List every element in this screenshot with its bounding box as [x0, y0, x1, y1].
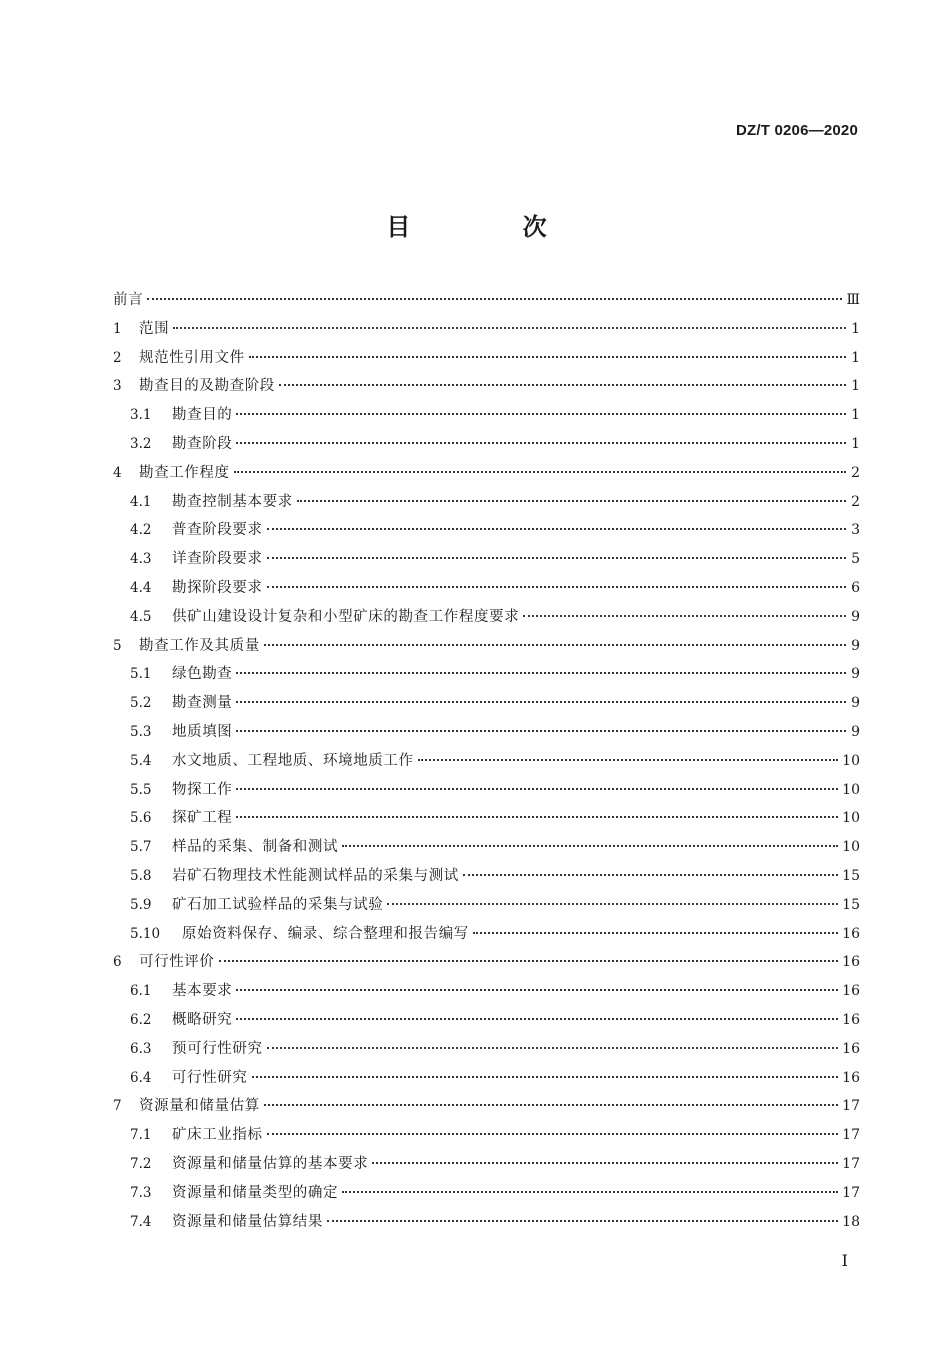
toc-entry[interactable]	[113, 545, 860, 574]
dot-leader	[267, 1047, 839, 1049]
toc-entry-label: 水文地质、工程地质、环境地质工作	[172, 752, 414, 769]
toc-entry-page: 2	[851, 493, 860, 510]
toc-entry[interactable]	[113, 401, 860, 430]
dot-leader	[236, 1018, 838, 1020]
dot-leader	[236, 413, 846, 415]
toc-entry-number: 5.6	[130, 810, 152, 827]
toc-entry[interactable]	[113, 632, 860, 661]
toc-entry-label: 资源量和储量类型的确定	[172, 1184, 339, 1201]
toc-entry-label: 普查阶段要求	[172, 522, 263, 539]
toc-entry-number: 4.4	[130, 579, 152, 596]
toc-entry-number: 1	[113, 320, 122, 337]
toc-entry-page: 16	[842, 983, 860, 1000]
toc-entry-label: 详查阶段要求	[172, 551, 263, 568]
toc-entry-label: 规范性引用文件	[139, 349, 245, 366]
toc-entry-number: 5.5	[130, 781, 152, 798]
toc-entry-page: 6	[851, 579, 860, 596]
toc-entry-number: 4.1	[130, 493, 152, 510]
toc-entry[interactable]	[113, 459, 860, 488]
toc-entry[interactable]	[113, 1006, 860, 1035]
toc-entry[interactable]	[113, 920, 860, 949]
toc-entry-label: 前言	[113, 292, 144, 308]
toc-entry-label: 勘查测量	[172, 695, 233, 712]
toc-entry[interactable]	[113, 747, 860, 776]
dot-leader	[264, 1104, 838, 1106]
toc-entry-label: 预可行性研究	[172, 1040, 263, 1057]
toc-entry[interactable]	[113, 804, 860, 833]
toc-entry-label: 基本要求	[172, 983, 233, 1000]
dot-leader	[236, 989, 838, 991]
toc-entry-label: 矿床工业指标	[172, 1127, 263, 1144]
toc-entry-label: 可行性研究	[172, 1069, 248, 1086]
toc-entry-label: 概略研究	[172, 1011, 233, 1028]
toc-entry-number: 5.7	[130, 839, 152, 856]
dot-leader	[173, 327, 846, 329]
dot-leader	[473, 932, 838, 934]
toc-entry-number: 2	[113, 349, 122, 366]
toc-entry-page: 10	[842, 752, 860, 769]
dot-leader	[463, 874, 838, 876]
toc-entry[interactable]	[113, 948, 860, 977]
toc-entry-label: 探矿工程	[172, 810, 233, 827]
toc-entry-label: 勘查目的及勘查阶段	[139, 378, 275, 395]
toc-entry-label: 资源量和储量估算的基本要求	[172, 1155, 369, 1172]
dot-leader	[279, 384, 846, 386]
toc-entry-page: 5	[851, 551, 860, 568]
toc-entry[interactable]	[113, 344, 860, 373]
toc-entry-page: 15	[842, 867, 860, 884]
toc-entry-number: 7	[113, 1098, 122, 1115]
toc-entry-page: 1	[851, 378, 860, 395]
toc-entry-number: 4.2	[130, 522, 152, 539]
dot-leader	[264, 644, 846, 646]
toc-entry-label: 地质填图	[172, 723, 233, 740]
dot-leader	[267, 557, 846, 559]
toc-entry-number: 4	[113, 464, 122, 481]
toc-entry-label: 原始资料保存、编录、综合整理和报告编写	[182, 925, 469, 942]
table-of-contents	[113, 286, 860, 1236]
toc-entry[interactable]	[113, 1150, 860, 1179]
footer-page-number: I	[841, 1251, 848, 1270]
dot-leader	[327, 1220, 838, 1222]
toc-entry-page: 16	[842, 925, 860, 942]
toc-entry[interactable]	[113, 574, 860, 603]
dot-leader	[219, 960, 839, 962]
toc-entry-number: 3.1	[130, 407, 152, 424]
toc-entry[interactable]	[113, 1208, 860, 1237]
toc-entry-number: 4.5	[130, 608, 152, 625]
dot-leader	[267, 528, 846, 530]
dot-leader	[236, 816, 838, 818]
toc-entry-number: 6.3	[130, 1040, 152, 1057]
toc-entry[interactable]	[113, 718, 860, 747]
toc-entry[interactable]	[113, 488, 860, 517]
dot-leader	[387, 903, 838, 905]
toc-entry-number: 6.1	[130, 983, 152, 1000]
toc-entry-label: 绿色勘查	[172, 666, 233, 683]
toc-entry-page: 10	[842, 839, 860, 856]
dot-leader	[267, 1133, 839, 1135]
toc-entry[interactable]	[113, 1035, 860, 1064]
toc-entry-page: 1	[851, 349, 860, 366]
toc-entry-label: 勘查目的	[172, 407, 233, 424]
toc-entry[interactable]	[113, 1121, 860, 1150]
toc-entry-label: 供矿山建设设计复杂和小型矿床的勘查工作程度要求	[172, 608, 520, 625]
toc-entry-label: 资源量和储量估算	[139, 1098, 260, 1115]
dot-leader	[523, 615, 846, 617]
toc-entry-number: 7.2	[130, 1155, 152, 1172]
toc-entry-page: 17	[842, 1184, 860, 1201]
toc-entry[interactable]	[113, 977, 860, 1006]
toc-entry-label: 勘探阶段要求	[172, 579, 263, 596]
dot-leader	[342, 845, 838, 847]
toc-entry-label: 物探工作	[172, 781, 233, 798]
toc-entry[interactable]	[113, 862, 860, 891]
toc-entry[interactable]	[113, 430, 860, 459]
toc-entry-page: 9	[851, 637, 860, 654]
page-title: 目 次	[386, 213, 599, 241]
toc-entry[interactable]	[113, 1092, 860, 1121]
toc-entry[interactable]	[113, 516, 860, 545]
toc-entry-label: 范围	[139, 320, 170, 337]
toc-entry-page: 2	[851, 464, 860, 481]
toc-entry-page: 10	[842, 810, 860, 827]
toc-entry[interactable]	[113, 372, 860, 401]
toc-entry-label: 勘查阶段	[172, 435, 233, 452]
toc-entry[interactable]	[113, 891, 860, 920]
toc-entry-page: 16	[842, 1040, 860, 1057]
toc-entry-page: 16	[842, 1011, 860, 1028]
toc-entry-page: 9	[851, 666, 860, 683]
toc-entry-page: 16	[842, 954, 860, 971]
toc-entry[interactable]	[113, 776, 860, 805]
toc-entry-number: 3	[113, 378, 122, 395]
toc-entry[interactable]	[113, 603, 860, 632]
toc-entry-page: 15	[842, 896, 860, 913]
toc-entry-number: 4.3	[130, 551, 152, 568]
dot-leader	[236, 672, 846, 674]
toc-entry-number: 5.1	[130, 666, 152, 683]
toc-entry-number: 6.2	[130, 1011, 152, 1028]
toc-entry[interactable]	[113, 315, 860, 344]
toc-entry-page: Ⅲ	[846, 292, 860, 308]
toc-entry-page: 16	[842, 1069, 860, 1086]
dot-leader	[252, 1076, 839, 1078]
toc-entry-number: 5.10	[130, 925, 161, 942]
toc-entry-label: 资源量和储量估算结果	[172, 1213, 323, 1230]
dot-leader	[372, 1162, 838, 1164]
toc-entry[interactable]	[113, 286, 860, 315]
toc-entry-number: 7.1	[130, 1127, 152, 1144]
toc-entry-label: 样品的采集、制备和测试	[172, 839, 339, 856]
toc-entry-number: 5.3	[130, 723, 152, 740]
toc-entry-page: 10	[842, 781, 860, 798]
toc-entry-page: 9	[851, 723, 860, 740]
toc-entry[interactable]	[113, 833, 860, 862]
toc-entry[interactable]	[113, 1064, 860, 1093]
toc-entry-page: 1	[851, 407, 860, 424]
toc-entry-page: 18	[842, 1213, 860, 1230]
toc-entry-label: 矿石加工试验样品的采集与试验	[172, 896, 384, 913]
toc-entry-label: 勘查工作及其质量	[139, 637, 260, 654]
toc-entry-label: 可行性评价	[139, 954, 215, 971]
toc-entry-number: 5	[113, 637, 122, 654]
dot-leader	[147, 298, 842, 300]
toc-entry[interactable]	[113, 689, 860, 718]
toc-entry-page: 9	[851, 695, 860, 712]
dot-leader	[342, 1191, 838, 1193]
toc-entry-label: 岩矿石物理技术性能测试样品的采集与测试	[172, 867, 459, 884]
toc-entry[interactable]	[113, 1179, 860, 1208]
toc-entry-label: 勘查工作程度	[139, 464, 230, 481]
dot-leader	[234, 471, 846, 473]
toc-entry-number: 6	[113, 954, 122, 971]
toc-entry-number: 5.4	[130, 752, 152, 769]
toc-entry-label: 勘查控制基本要求	[172, 493, 293, 510]
toc-entry-page: 17	[842, 1155, 860, 1172]
standard-code: DZ/T 0206—2020	[735, 122, 858, 139]
toc-entry-number: 5.2	[130, 695, 152, 712]
toc-entry-page: 17	[842, 1098, 860, 1115]
toc-entry-page: 1	[851, 320, 860, 337]
dot-leader	[267, 586, 846, 588]
toc-entry-page: 17	[842, 1127, 860, 1144]
toc-entry-number: 6.4	[130, 1069, 152, 1086]
dot-leader	[236, 442, 846, 444]
toc-entry-number: 7.3	[130, 1184, 152, 1201]
toc-entry-page: 1	[851, 435, 860, 452]
toc-entry-number: 7.4	[130, 1213, 152, 1230]
dot-leader	[236, 701, 846, 703]
dot-leader	[249, 356, 846, 358]
dot-leader	[236, 730, 846, 732]
toc-entry-number: 5.8	[130, 867, 152, 884]
toc-entry-page: 9	[851, 608, 860, 625]
toc-entry[interactable]	[113, 660, 860, 689]
toc-entry-page: 3	[851, 522, 860, 539]
dot-leader	[418, 759, 839, 761]
toc-entry-number: 3.2	[130, 435, 152, 452]
dot-leader	[297, 500, 846, 502]
dot-leader	[236, 788, 838, 790]
toc-entry-number: 5.9	[130, 896, 152, 913]
